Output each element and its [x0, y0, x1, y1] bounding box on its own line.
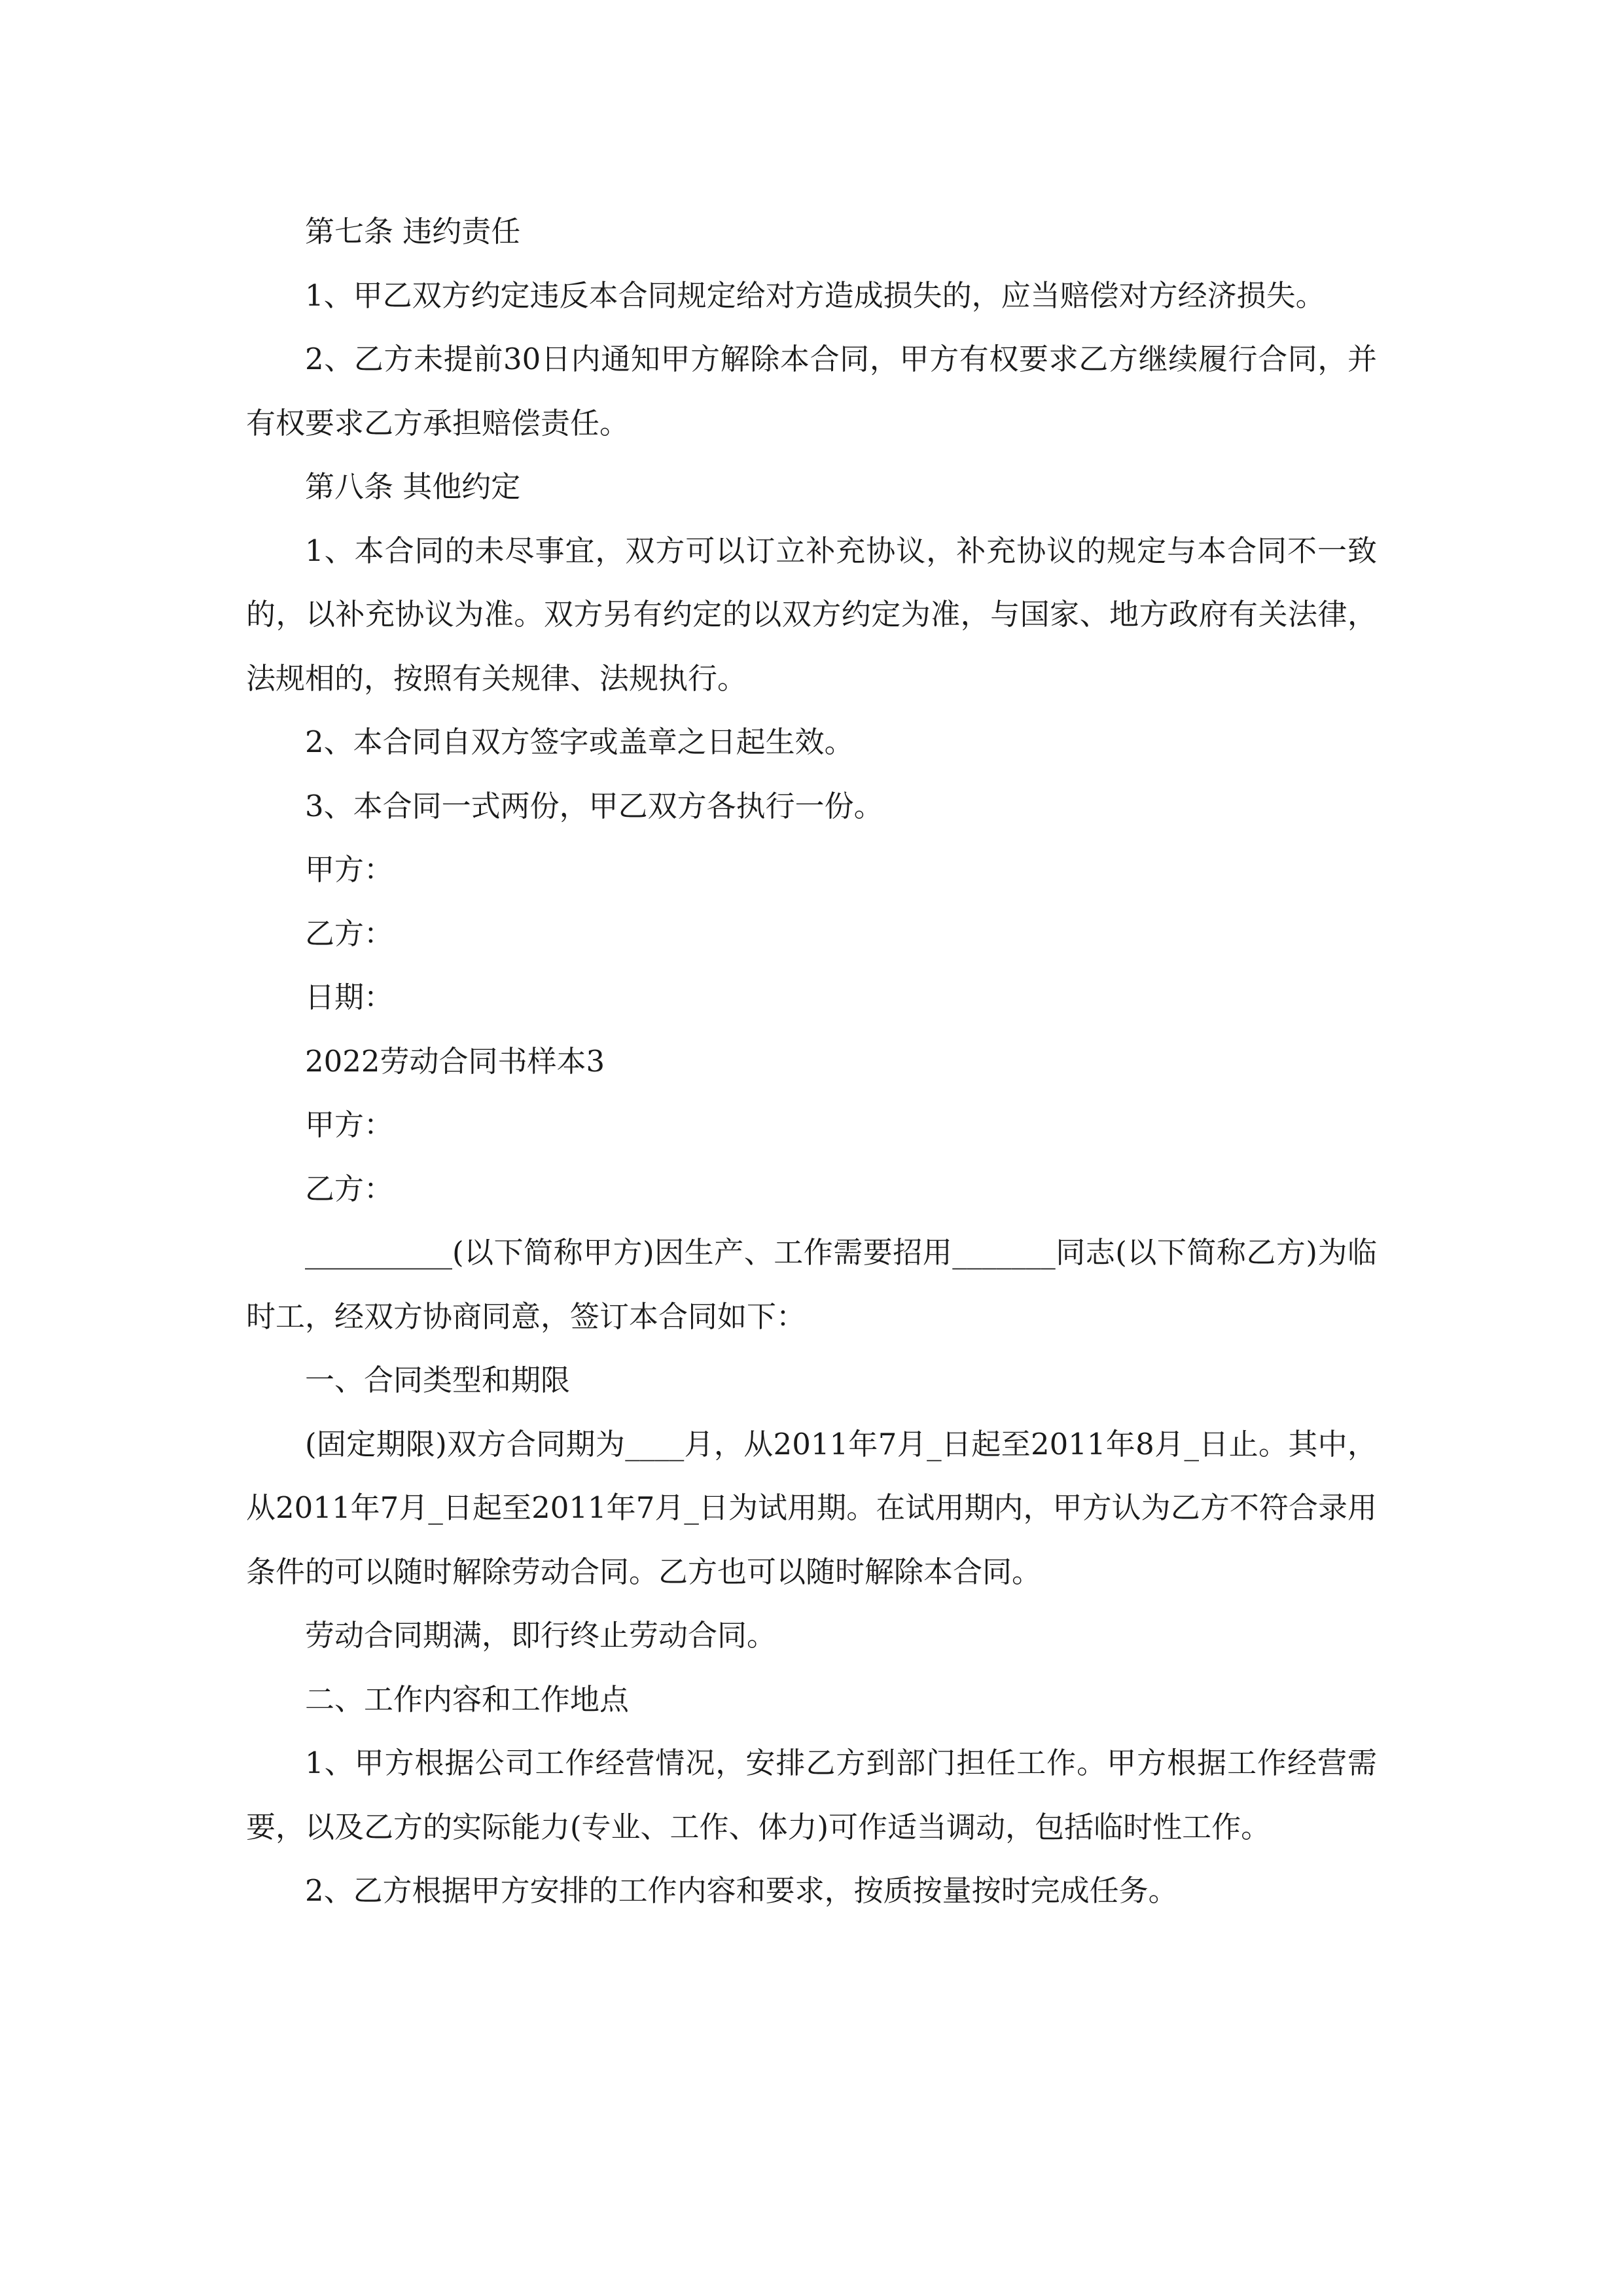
clause-paragraph: 劳动合同期满，即行终止劳动合同。: [305, 1618, 777, 1653]
section-heading-other-agreements: 第八条 其他约定: [305, 469, 521, 504]
clause-paragraph: (固定期限)双方合同期为____月，从2011年7月_日起至2011年8月_日止。其中，从2011年7月_日起至2011年7月_日为试用期。在试用期内，甲方认为乙方不符合录用条件的可以随时解除劳动合同。乙方也可以随时解除本合同。: [246, 1426, 1377, 1589]
document-body: [246, 200, 1377, 1923]
clause-paragraph: 3、本合同一式两份，甲乙双方各执行一份。: [305, 788, 883, 823]
preamble-paragraph: __________(以下简称甲方)因生产、工作需要招用_______同志(以下简称乙方)为临时工，经双方协商同意，签订本合同如下：: [246, 1235, 1377, 1334]
clause-paragraph: 2、乙方未提前30日内通知甲方解除本合同，甲方有权要求乙方继续履行合同，并有权要求乙方承担赔偿责任。: [246, 342, 1377, 440]
clause-paragraph: 1、本合同的未尽事宜，双方可以订立补充协议，补充协议的规定与本合同不一致的，以补充协议为准。双方另有约定的以双方约定为准，与国家、地方政府有关法律，法规相的，按照有关规律、法规执行。: [246, 533, 1377, 696]
signature-party-a: 甲方：: [305, 852, 394, 887]
clause-paragraph: 1、甲乙双方约定违反本合同规定给对方造成损失的，应当赔偿对方经济损失。: [305, 278, 1325, 313]
clause-paragraph: 2、本合同自双方签字或盖章之日起生效。: [305, 725, 854, 759]
clause-paragraph: 2、乙方根据甲方安排的工作内容和要求，按质按量按时完成任务。: [305, 1873, 1178, 1908]
clause-paragraph: 1、甲方根据公司工作经营情况，安排乙方到部门担任工作。甲方根据工作经营需要，以及乙方的实际能力(专业、工作、体力)可作适当调动，包括临时性工作。: [246, 1746, 1377, 1844]
document-title: 2022劳动合同书样本3: [305, 1043, 605, 1079]
signature-party-b: 乙方：: [305, 916, 394, 951]
party-a-line: 甲方：: [305, 1107, 394, 1142]
section-heading-breach-liability: 第七条 违约责任: [305, 214, 521, 249]
section-heading-work-content: 二、工作内容和工作地点: [305, 1681, 630, 1717]
section-heading-contract-type: 一、合同类型和期限: [305, 1363, 571, 1397]
signature-date: 日期：: [305, 980, 394, 1014]
party-b-line: 乙方：: [305, 1171, 394, 1206]
